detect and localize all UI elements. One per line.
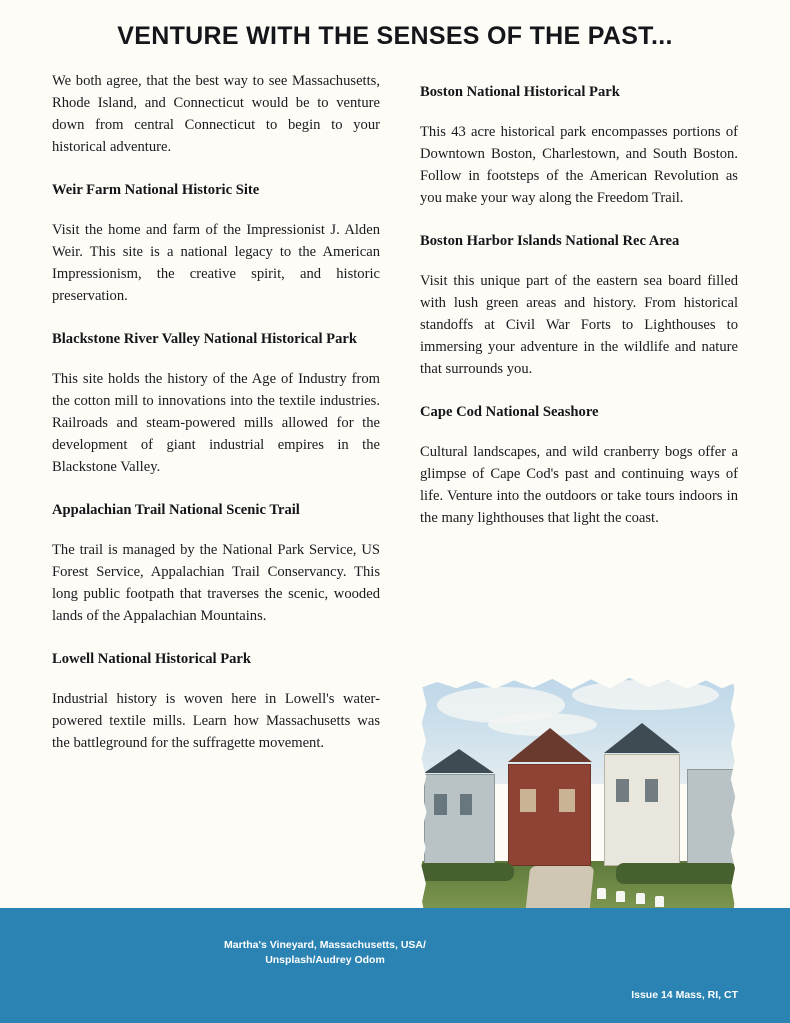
section-heading-cape-cod: Cape Cod National Seashore (420, 404, 599, 420)
lawn-chair (597, 888, 606, 899)
hedge-shape (616, 863, 738, 883)
hedge-shape (418, 863, 514, 881)
window-shape (645, 779, 658, 802)
section-heading-boston-nhp: Boston National Historical Park (420, 84, 620, 100)
section-heading-blackstone-river-valley: Blackstone River Valley National Historical Park (52, 331, 357, 347)
section-heading-appalachian-trail: Appalachian Trail National Scenic Trail (52, 502, 300, 518)
section-body-weir-farm: Visit the home and farm of the Impressionist J. Alden Weir. This site is a national legacy to the American Impressionism, the creative spirit, and historic preservation. (52, 222, 380, 304)
intro-paragraph: We both agree, that the best way to see Massachusetts, Rhode Island, and Connecticut would be to venture down from central Connecticut to begin to your historical adventure. (52, 73, 380, 155)
section-body-boston-nhp: This 43 acre historical park encompasses portions of Downtown Boston, Charlestown, and South Boston. Follow in footsteps of the American Revolution as you make your way along the Freedom Trail. (420, 124, 738, 206)
house-center-red (508, 764, 591, 866)
left-column (52, 70, 380, 776)
roof-left (424, 749, 494, 773)
house-far-right (687, 769, 738, 866)
lawn-chair (616, 891, 625, 902)
section-body-blackstone-river-valley: This site holds the history of the Age of Industry from the cotton mill to innovations into the textile industries. Railroads and steam-powered mills allowed for the development of giant industrial empires in the Blackstone Valley. (52, 371, 380, 475)
window-shape (616, 779, 629, 802)
roof-right (604, 723, 680, 753)
window-shape (559, 789, 575, 812)
right-column (420, 70, 738, 776)
photo-canvas (418, 672, 738, 927)
section-heading-lowell: Lowell National Historical Park (52, 651, 252, 667)
section-body-boston-harbor-islands: Visit this unique part of the eastern sea board filled with lush green areas and history. From historical standoffs at Civil War Forts to Lighthouses to immersing your adventure in the wildlife and nature that surrounds you. (420, 273, 738, 377)
house-left (424, 774, 494, 866)
issue-label: Issue 14 Mass, RI, CT (631, 989, 738, 1001)
photo-credit-line-2: Unsplash/Audrey Odom (265, 954, 385, 966)
house-right-white (604, 754, 681, 866)
page-title: VENTURE WITH THE SENSES OF THE PAST... (117, 22, 673, 50)
window-shape (434, 794, 447, 814)
section-body-cape-cod: Cultural landscapes, and wild cranberry bogs offer a glimpse of Cape Cod's past and continuing ways of life. Venture into the outdoors or take tours indoors in the many lighthouses that light the coast. (420, 444, 738, 526)
section-body-lowell: Industrial history is woven here in Lowell's water-powered textile mills. Learn how Massachusetts was the battleground for the suffragette movement. (52, 691, 380, 751)
section-heading-boston-harbor-islands: Boston Harbor Islands National Rec Area (420, 233, 680, 249)
lawn-chair (655, 896, 664, 907)
roof-center (508, 728, 592, 762)
lawn-chair (636, 893, 645, 904)
window-shape (520, 789, 536, 812)
window-shape (460, 794, 473, 814)
photo-credit (170, 938, 480, 968)
photo-marthas-vineyard (418, 672, 738, 927)
article-columns (52, 70, 738, 776)
photo-credit-line-1: Martha's Vineyard, Massachusetts, USA/ (224, 939, 426, 951)
section-heading-weir-farm: Weir Farm National Historic Site (52, 182, 260, 198)
section-body-appalachian-trail: The trail is managed by the National Park Service, US Forest Service, Appalachian Trail Conservancy. This long public footpath that traverses the scenic, wooded lands of the Appalachian Mountains. (52, 542, 380, 624)
